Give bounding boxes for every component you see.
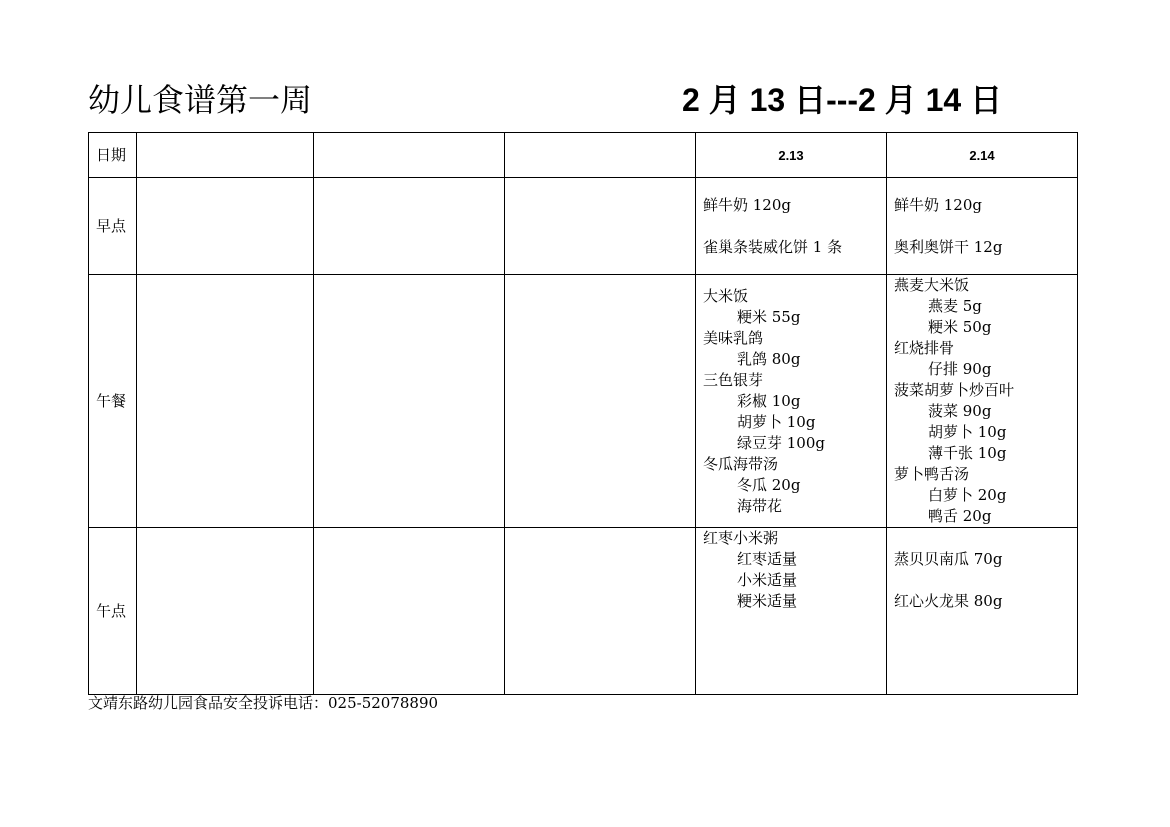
empty-cell bbox=[137, 178, 314, 275]
ingredient: 粳米适量 bbox=[737, 592, 798, 610]
ingredient: 胡萝卜 10g bbox=[928, 423, 1007, 441]
day-header bbox=[314, 133, 505, 178]
lunch-cell-2-14 bbox=[887, 275, 1078, 528]
empty-cell bbox=[314, 178, 505, 275]
ingredient: 薄千张 10g bbox=[928, 444, 1007, 462]
lunch-row bbox=[89, 275, 1078, 528]
ingredient: 海带花 bbox=[737, 496, 783, 515]
dish-name: 美味乳鸽 bbox=[703, 328, 764, 347]
table-header-row bbox=[89, 133, 1078, 178]
page-title: 幼儿食谱第一周 bbox=[88, 81, 313, 119]
ingredient: 乳鸽 80g bbox=[737, 349, 801, 368]
empty-cell bbox=[314, 528, 505, 695]
menu-item: 奥利奥饼干 12g bbox=[894, 237, 1003, 256]
menu-item: 红心火龙果 80g bbox=[894, 592, 1003, 610]
breakfast-cell-2-14 bbox=[887, 178, 1078, 275]
ingredient: 小米适量 bbox=[737, 571, 798, 589]
dish-name: 三色银芽 bbox=[703, 370, 764, 389]
dish-name: 红枣小米粥 bbox=[703, 529, 779, 547]
menu-item: 鲜牛奶 120g bbox=[703, 195, 792, 214]
ingredient: 绿豆芽 100g bbox=[737, 433, 826, 452]
dish-name: 冬瓜海带汤 bbox=[703, 454, 779, 473]
ingredient: 彩椒 10g bbox=[737, 391, 801, 410]
menu-item: 雀巢条装威化饼 1 条 bbox=[703, 237, 843, 256]
empty-cell bbox=[314, 275, 505, 528]
ingredient: 粳米 55g bbox=[737, 307, 801, 326]
empty-cell bbox=[505, 178, 696, 275]
lunch-label: 午餐 bbox=[89, 275, 137, 528]
empty-cell bbox=[137, 528, 314, 695]
ingredient: 冬瓜 20g bbox=[737, 475, 801, 494]
dish-name: 萝卜鸭舌汤 bbox=[894, 465, 970, 483]
snack-cell-2-13 bbox=[696, 528, 887, 695]
ingredient: 仔排 90g bbox=[928, 360, 992, 378]
breakfast-label: 早点 bbox=[89, 178, 137, 275]
dish-name: 红烧排骨 bbox=[894, 339, 955, 357]
ingredient: 胡萝卜 10g bbox=[737, 412, 816, 431]
empty-cell bbox=[137, 275, 314, 528]
empty-cell bbox=[505, 528, 696, 695]
day-header-2-13: 2.13 bbox=[696, 133, 887, 178]
snack-row bbox=[89, 528, 1078, 695]
ingredient: 粳米 50g bbox=[928, 318, 992, 336]
dish-name: 大米饭 bbox=[703, 286, 749, 305]
date-range: 2 月 13 日---2 月 14 日 bbox=[682, 82, 1003, 118]
ingredient: 白萝卜 20g bbox=[928, 486, 1007, 504]
day-header bbox=[505, 133, 696, 178]
menu-item: 鲜牛奶 120g bbox=[894, 195, 983, 214]
dish-name: 菠菜胡萝卜炒百叶 bbox=[894, 381, 1015, 399]
ingredient: 菠菜 90g bbox=[928, 402, 992, 420]
complaint-hotline: 文靖东路幼儿园食品安全投诉电话：025-52078890 bbox=[88, 694, 439, 712]
day-header-2-14: 2.14 bbox=[887, 133, 1078, 178]
ingredient: 鸭舌 20g bbox=[928, 507, 992, 525]
ingredient: 燕麦 5g bbox=[928, 297, 982, 315]
empty-cell bbox=[505, 275, 696, 528]
menu-table bbox=[88, 132, 1078, 695]
lunch-cell-2-13 bbox=[696, 275, 887, 528]
dish-name: 燕麦大米饭 bbox=[894, 276, 970, 294]
breakfast-cell-2-13 bbox=[696, 178, 887, 275]
menu-item: 蒸贝贝南瓜 70g bbox=[894, 550, 1003, 568]
snack-label: 午点 bbox=[89, 528, 137, 695]
snack-cell-2-14 bbox=[887, 528, 1078, 695]
date-header-label: 日期 bbox=[89, 133, 137, 178]
day-header bbox=[137, 133, 314, 178]
ingredient: 红枣适量 bbox=[737, 550, 798, 568]
breakfast-row bbox=[89, 178, 1078, 275]
